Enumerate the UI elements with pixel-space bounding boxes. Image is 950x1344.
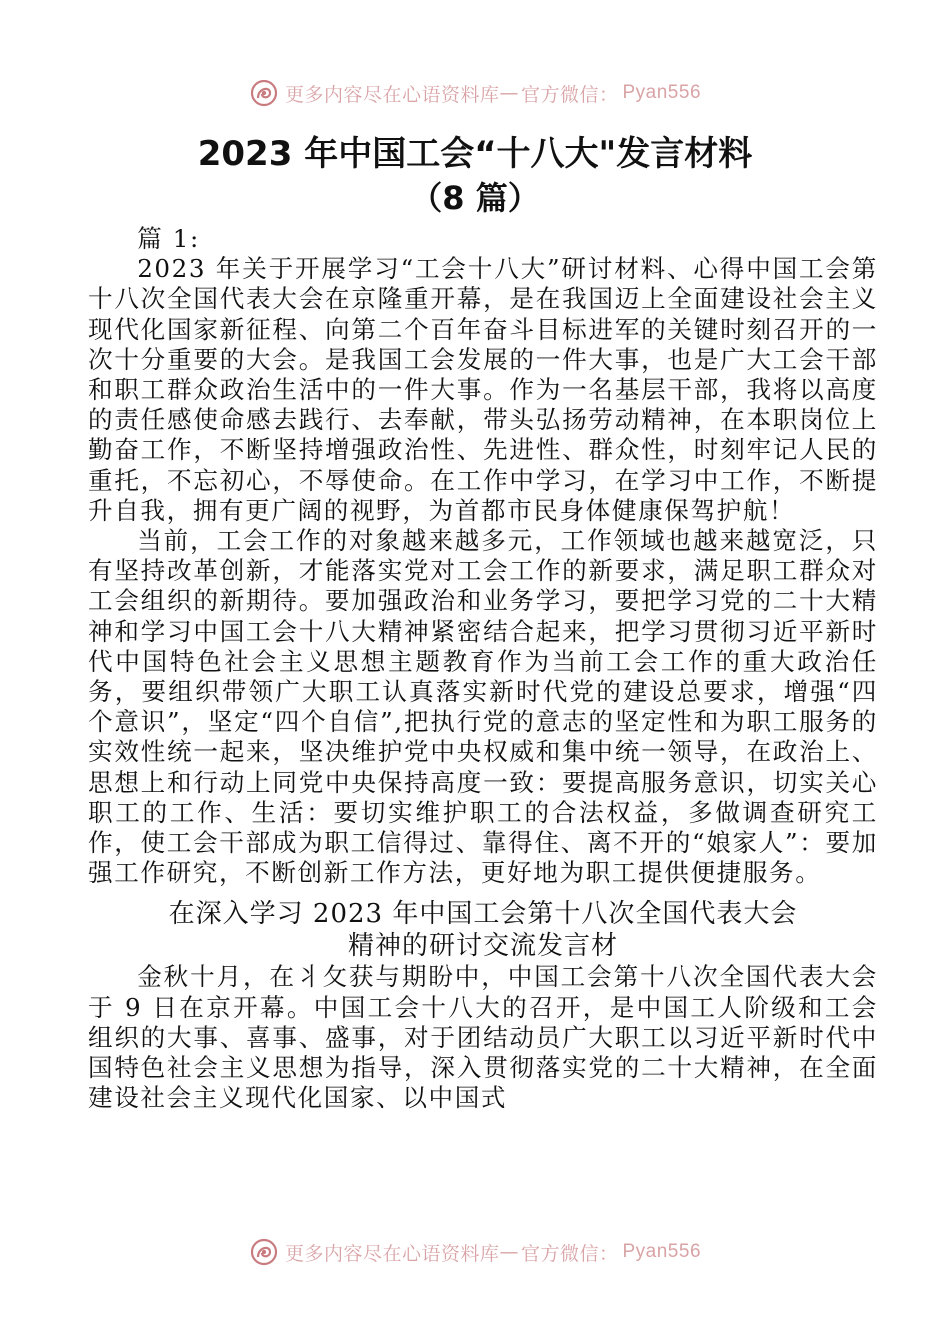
swirl-logo-icon bbox=[249, 78, 279, 108]
watermark-wechat-id: Pyan556 bbox=[622, 82, 702, 103]
watermark-separator: — bbox=[499, 1241, 519, 1263]
watermark-header bbox=[0, 73, 950, 113]
document-subtitle: （8 篇） bbox=[410, 179, 540, 217]
watermark-separator: — bbox=[499, 82, 519, 104]
section-heading-line-1: 在深入学习 2023 年中国工会第十八次全国代表大会 bbox=[168, 899, 798, 930]
watermark-label: 官方微信： bbox=[520, 83, 619, 106]
watermark-label: 官方微信： bbox=[520, 1242, 619, 1265]
piece-label: 篇 1: bbox=[137, 224, 200, 253]
section-heading bbox=[88, 898, 878, 962]
watermark-main-text: 更多内容尽在心语资料库 bbox=[284, 83, 500, 106]
paragraph-1: 2023 年关于开展学习“工会十八大”研讨材料、心得中国工会第十八次全国代表大会在京隆重开幕，是在我国迈上全面建设社会主义现代化国家新征程、向第二个百年奋斗目标进军的关键时刻召开的一次十分重要的大会。是我国工会发展的一件大事，也是广大工会干部和职工群众政治生活中的一件大事。作为一名基层干部，我将以高度的责任感使命感去践行、去奉献，带头弘扬劳动精神，在本职岗位上勤奋工作，不断坚持增强政治性、先进性、群众性，时刻牢记人民的重托，不忘初心，不辱使命。在工作中学习，在学习中工作，不断提升自我，拥有更广阔的视野，为首都市民身体健康保驾护航！ bbox=[88, 254, 878, 525]
swirl-logo-icon bbox=[249, 1237, 279, 1267]
document-title: 2023 年中国工会“十八大"发言材料 bbox=[197, 134, 753, 174]
watermark-footer bbox=[0, 1232, 950, 1272]
watermark-wechat-id: Pyan556 bbox=[622, 1241, 702, 1262]
watermark-main-text: 更多内容尽在心语资料库 bbox=[284, 1242, 500, 1265]
section-2-paragraph: 金秋十月，在丬攵获与期盼中，中国工会第十八次全国代表大会于 9 日在京开幕。中国工会十八大的召开，是中国工人阶级和工会组织的大事、喜事、盛事，对于团结动员广大职工以习近平新时代中国特色社会主义思想为指导，深入贯彻落实党的二十大精神，在全面建设社会主义现代化国家、以中国式 bbox=[88, 962, 878, 1113]
section-2 bbox=[88, 962, 878, 1113]
paragraph-2: 当前，工会工作的对象越来越多元，工作领域也越来越宽泛，只有坚持改革创新，才能落实党对工会工作的新要求，满足职工群众对工会组织的新期待。要加强政治和业务学习，要把学习党的二十大精神和学习中国工会十八大精神紧密结合起来，把学习贯彻习近平新时代中国特色社会主义思想主题教育作为当前工会工作的重大政治任务，要组织带领广大职工认真落实新时代党的建设总要求，增强“四个意识”，坚定“四个自信”,把执行党的意志的坚定性和为职工服务的实效性统一起来，坚决维护党中央权威和集中统一领导，在政治上、思想上和行动上同党中央保持高度一致：要提高服务意识，切实关心职工的工作、生活：要切实维护职工的合法权益，多做调查研究工作，使工会干部成为职工信得过、靠得住、离不开的“娘家人”：要加强工作研究，不断创新工作方法，更好地为职工提供便捷服务。 bbox=[88, 526, 878, 888]
section-heading-line-2: 精神的研讨交流发言材 bbox=[347, 931, 618, 962]
document-body bbox=[88, 224, 878, 1113]
